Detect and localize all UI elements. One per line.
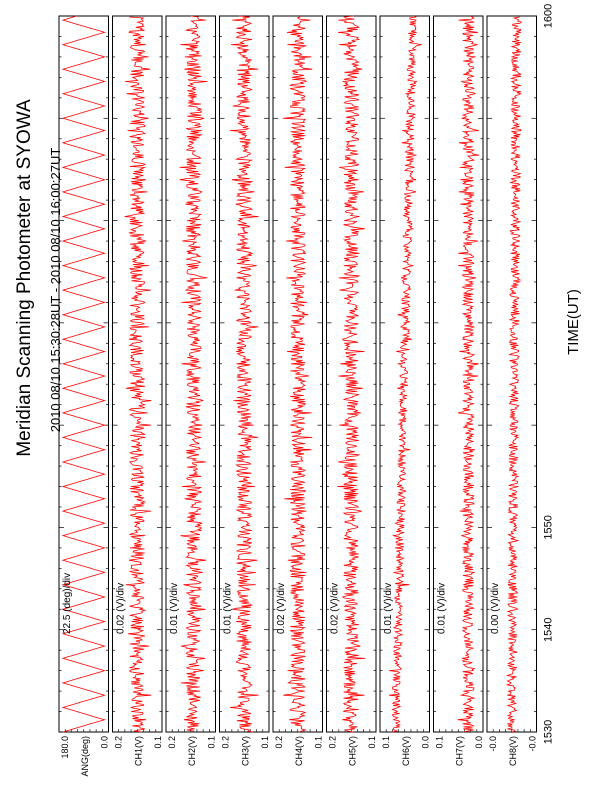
trace-ch3 [230, 16, 259, 732]
chart-title: Meridian Scanning Photometer at SYOWA [14, 99, 35, 457]
channel-label-ch1: CH1(V) [133, 736, 144, 767]
trace-ch5 [337, 16, 365, 732]
channel-label-ang: ANG(deg) [79, 736, 90, 777]
x-tick-labels [543, 4, 555, 744]
channel-label-ch8: CH8(V) [507, 736, 518, 767]
scale-label-ch2: 0.01 (V)/div [169, 582, 180, 634]
y-tick-label-ch8-high: -0.0 [488, 736, 498, 752]
trace-ch7 [458, 16, 479, 732]
channel-label-ch3: CH3(V) [240, 736, 251, 767]
x-tick-label-1600: 1600 [542, 3, 555, 29]
y-tick-label-ch4-low: 0.1 [313, 736, 324, 749]
trace-ch2 [180, 16, 208, 732]
x-tick-label-1540: 1540 [542, 617, 555, 642]
y-tick-label-ch6-low: 0.0 [420, 736, 431, 749]
y-tick-label-ch7-low: 0.0 [474, 736, 484, 749]
y-tick-label-ang-low: 0.0 [99, 736, 110, 749]
trace-ch4 [283, 16, 312, 732]
y-tick-label-ch4-high: 0.2 [274, 736, 284, 749]
trace-ch1 [125, 16, 152, 732]
x-tick-label-1530: 1530 [542, 719, 555, 745]
y-tick-label-ch7-high: 0.1 [434, 736, 445, 749]
y-tick-label-ch1-low: 0.1 [153, 736, 163, 749]
scale-label-ch3: 0.01 (V)/div [222, 582, 234, 634]
channel-label-ch5: CH5(V) [347, 736, 358, 767]
channel-label-ch4: CH4(V) [293, 736, 304, 767]
channel-label-ch2: CH2(V) [186, 736, 197, 767]
y-tick-label-ch6-high: 0.1 [381, 736, 391, 749]
y-tick-label-ch1-high: 0.2 [113, 736, 124, 749]
scale-label-ang: 22.5 (deg)/div [62, 572, 73, 634]
y-tick-label-ch3-low: 0.1 [260, 736, 270, 749]
y-tick-label-ch3-high: 0.2 [220, 736, 231, 749]
scale-label-ch4: 0.02 (V)/div [276, 582, 287, 634]
panels-group [59, 16, 538, 777]
y-tick-label-ch2-low: 0.1 [206, 736, 217, 749]
y-tick-label-ch5-low: 0.1 [367, 736, 377, 749]
channel-label-ch6: CH6(V) [400, 736, 411, 767]
y-tick-label-ang-high: 180.0 [60, 736, 70, 759]
trace-ch8 [507, 16, 521, 732]
scale-label-ch5: 0.02 (V)/div [329, 582, 341, 634]
scale-label-ch6: 0.01 (V)/div [383, 582, 394, 634]
y-tick-label-ch8-low: -0.0 [527, 736, 538, 752]
scale-label-ch1: 0.02 (V)/div [115, 582, 127, 634]
time-range-label: 2010 08/10 15:30:28UT - 2010 08/10 16:00:27UT [48, 147, 63, 433]
y-tick-label-ch2-high: 0.2 [167, 736, 177, 749]
scale-label-ch7: 0.01 (V)/div [436, 582, 448, 634]
channel-label-ch7: CH7(V) [454, 736, 465, 767]
x-axis-label: TIME(UT) [565, 289, 582, 355]
x-tick-label-1550: 1550 [542, 515, 555, 540]
y-tick-label-ch5-high: 0.2 [327, 736, 338, 749]
scale-label-ch8: 0.00 (V)/div [490, 582, 501, 634]
